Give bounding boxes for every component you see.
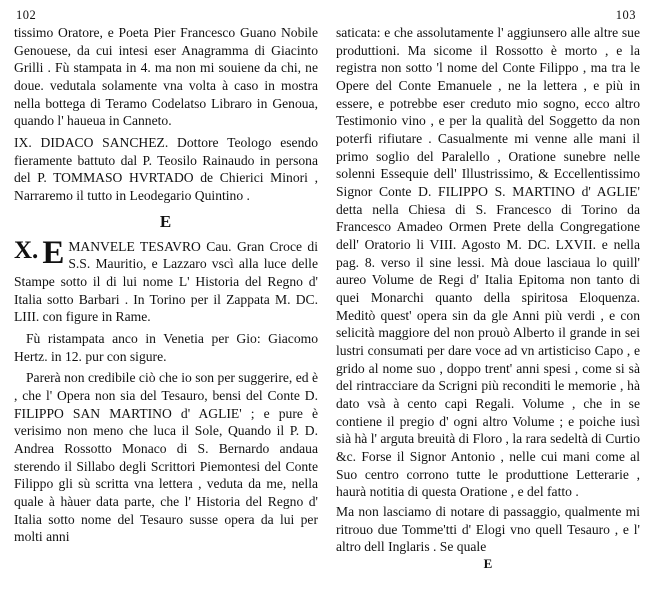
entry-index-letter: X.	[14, 236, 39, 264]
paragraph-left-2: Fù ristampata anco in Venetia per Gio: Giacomo Hertz. in 12. pur con sigure.	[14, 331, 318, 364]
paragraph-left-3: Parerà non credibile ciò che io son per suggerire, ed è , che l' Opera non sia del Tesauro, bensi del Conte D. FILIPPO SAN MARTINO d' AGLIE' ; e pure è verisimo non meno che luca il Sole, Quando il P. D. Andrea Rossotto Monaco di S. Bernardo andaua sterendo il Sillabo degli Scrittori Piemontesi del Conte Filippo gli sù scritta vna lettera , veduta da me, nella quale à hàuer data parte, che l' Historia del Regno d' Italia sotto nome del Tesauro susse opera da lui per molti anni	[14, 370, 318, 545]
signature-mark: E	[483, 556, 493, 572]
entry2-text: Croce di S.S. Mauritio, e Lazzaro vscì alla luce delle Stampe sotto il di lui nome L' Historia del Regno d' Italia sotto Barbari . In Torino per il Zappata M. DC. LIII. con figure in Rame.	[14, 238, 318, 325]
paragraph-left-1: tissimo Oratore, e Poeta Pier Francesco Guano Nobile Genouese, da cui intesi eser Anagramma di Giacinto Grilli . Fù stampata in 4. ma non mi souiene da chi, ne doue. vedutala solamente vna volta à caso in mostra nella bottega di Teramo Codelatso Libraro in Genoua, quando l' haueua in Canneto.	[14, 25, 318, 129]
entry-emanuele-tesauro	[14, 234, 318, 326]
entry-didaco-sanchez	[14, 134, 318, 205]
entry2-name: MANVELE TESAVRO Cau. Gran	[68, 238, 265, 254]
entry-body: Dottore Teologo esendo fieramente battuto dal P. Teosilo Rainaudo in persona del P. TOMMASO HVRTADO de Chierici Minori , Narraremo il tutto in Leodegario Quintino .	[14, 135, 318, 204]
two-column-layout	[14, 8, 640, 596]
entry-name: DIDACO SANCHEZ.	[40, 135, 169, 151]
section-ornament: E	[159, 211, 173, 231]
paragraph-right-2: Ma non lasciamo di notare di passaggio, qualmente mi ritrouo due Tomme'tti d' Elogi vno quell Tesauro , e l' altro dell Inglaris . Se quale	[336, 504, 640, 555]
right-page-column	[334, 8, 640, 596]
folio-number-right: 103	[615, 8, 636, 22]
drop-cap-initial: E	[42, 234, 65, 271]
left-page-column	[14, 8, 320, 596]
entry-number: IX.	[14, 135, 32, 151]
folio-number-left: 102	[16, 8, 37, 22]
paragraph-right-1: saticata: e che assolutamente l' aggiunsero alle altre sue produttioni. Ma sicome il Rossotto è morto , e la registra non sotto 'l nome del Conte Filippo , ma tra le Opere del Conte Emanuele , ne la lettera , e più in essere, e potrebbe eser creduto mio sogno, ecco altro Testimonio vino , e per la qualità del Soggetto da non poterfi rifiutare . Casualmente mi venne alle mani il primo soglio del Paralello , Oratione sunebre nelle solenni Essequie dell' Illustrissimo, & Eccellentissimo Signor Conte D. FILIPPO S. MARTINO d' AGLIE' detta nella Chiesa di S. Francesco di Torino da Francesco Amadeo Ormen Prete della Congregatione dell' Oratorio li VIII. Agosto M. DC. LXVII. e nella pag. 8. verso il sine lessi. Mà doue lasciaua lo quill' aureo Volume de Regi d' Italia Epitoma non tanto di quei Monarchi quanto della spiritosa Eloquenza. Meditò quest' opera sin da gle Anni più verdi , e con selicità maggiore del non prouò Alberto il grande in sei lustri consumati per dare voce ad vn artisticiso Capo , e grido al nome suo , doppo trent' anni spesi , come si sà del rintracciare da Scrigni più reconditi le memorie , hà dato vsà à cento capi Regali. Volume , che in se contiene il pregio d' ogni altro Volume ; e poiche iusì sià hà l' arguta breuità di Floro , la rara sedeltà di Curtio &c. Forse il Signor Antonio , nelle cui mani come al Suo centro corrono tutte le produttione Letterarie , haurà notitia di questa Oratione , e del fatto .	[336, 25, 640, 500]
